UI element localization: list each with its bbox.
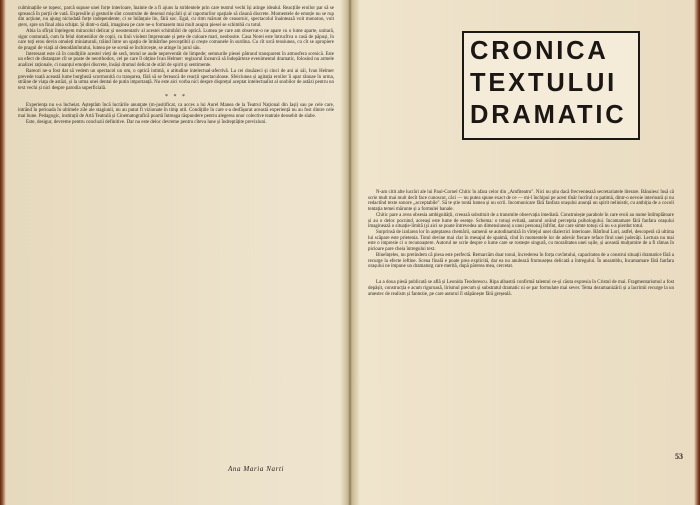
left-paragraph-3: Interesant este că în condițiile acestei vieți de seră, textul se aude nepreventăt de limpede; semnurile piesei pătrund transparent în atmosfera scenică. Este un efect de distanțare cît se poate de neorthodox, cel pe care îl obține Ivan Helmer: regizorul încearcă să îndepărteze evenimentul dramatic, folosind nu armele analizei raționale, ci nuanțul emoției discrete, însăși drumul delicat de stări de spirit și sentimente. <box>18 51 334 69</box>
right-page-column <box>368 190 674 297</box>
left-paragraph-6: Este, desigur, devreme pentru concluzii definitive. Dar nu este deloc devreme pentru cîteva lune și îndreptățite previziuni. <box>26 119 267 125</box>
section-title-box <box>462 31 640 140</box>
author-signature: Ana Maria Narti <box>228 465 285 473</box>
title-line-2: TEXTULUI <box>470 69 618 97</box>
left-paragraph-2: Abia la sfîrșit înțelegem miracolul delicat și neostentativ al acestei schimbări de optică. Lumea pe care am observat-o ne apare cu o lume aparte, unitară, sigur conturată, cum în felul domeniilor de copii, cu linii violent împreunate și pete de culoare mari, neobosite. Casa Norei este întrucîtva o casă de păpuși, în care toți erou devin omuleți miniaturali, trăind între un spațiu de îmbătrîne perceptibil și crește comunele în surdina. Cu cît urcă tensiunea, cu cît se apropiere de pragul de viață al denodămîntului, lumea pe se scenă se închircește, se atinge în jurul său. <box>18 28 334 52</box>
right-final-paragraph: La a doua piesă publicată se află și Leonida Teodorescu. Ripa albastră confirmă talentul ce-și căuta expresia în Cristul de mai. Fragmentarismul a fost depășit, construcția e acum riguroasă, lirismul precum și substratul dramatic ni se par formulate mai sever. Tema dezumanizării și a lacrimii recurge la un amestec de realism și fantezie, pe care autorul îl stăpânește fără greșeală. <box>368 280 674 297</box>
left-paragraph-5: Experiența nu s-a încheiat. Așteptăm încă lucrările anunțate (m-jusitificat, ca acces a lui Aurel Manea de la Teatrul Național din Iași) sau pe cele care, intrând în perioada în ultimele zile ale stagiunii, nu au putut fi vizionate în timp util. Condițiile în care s-a desfășurat această experiență nu au fost dintre cele mai bune. Pedagogic, instituții de Artă Teatrală și Cinematografică poartă întreaga răspundere pentru alegerea unor colective teatrale deosebit de slabe. <box>18 102 334 119</box>
left-paragraph-1: culminațiile se topesc, parcă supuse unei forțe interioare, înainte de a fi ajuns la stridentele prin care teatrul vechi își atinge idealul. Reacțiile eroilor par să se sprească în porții de vată. Expresiile și gesturile sînt construite de desenul mișcării și al raporturilor spațiale să răsună discrete. Momentele de emoție nu se rup din acțiune, nu ajung niciodată forțe independente, ci se înlănțuie lin, fără soc. Egal, cu ritm mărunt de ceasornic, spectacolul înaintează voit monoton, voit șters, spre un final abia schițat. Și dintr-o dată, imaginea pe care ne-o formasem mai mult asupra piesei se schimbă cu totul. <box>18 6 334 29</box>
left-page-column <box>18 6 334 125</box>
left-separator: * * * <box>165 93 187 100</box>
right-paragraph-4: Bineînțeles, nu pretindem că piesa este perfectă. Remarcăm doar tonul, încrederea în forța cuvîntului, capacitatea de a construi situații dramatice fără a recurge la efecte ieftine. Scena finală e poate prea explicită, dar ea nu anulează frumusețea delicată a întregului. În ansamblu, Incamamare fără fanfara orașului ne impune un dramaturg care merită, după părerea mea, cercetat. <box>368 252 674 270</box>
title-line-3: DRAMATIC <box>470 101 627 129</box>
right-paragraph-2: Chitic pare a avea obsesia ambiguității, creează substituit de a transmite observația imediată. Construiește parabole în care eroii au nume întîmplătoare și au o deloc pocnind, aceeași este lume de esențe. Schema: o totuși evitată, autorul având perceptia psihologului. Incamamare fără fanfara orașului imaginează o situație-limită (și aici se poate întrevedea un dimensiunea) a unui personaj înfrînt, dar care simte totuși că nu s-a pierdut totul. <box>368 212 674 230</box>
page-number: 53 <box>675 452 683 461</box>
left-paragraph-4: Rareori ne-a fost dat să vedem un spectacol un om, o optică intimă, o atitudine intelectual-afectivă. La cei douăzeci și cinci de ani ai săi, Ivan Helmer prevede toată această lume burgheză scormonită cu tranșarea, fără să se ferească de reacții spectaculoase. Sfeiciunea și agitația eroilor îi apar rănnae în urma, străine de viața de astăzi, și la urma unei dentai de putin importanță. Nu este aici vorba nici despre disprețul aceptat intelectualist al snobilor de astăzi pentru un text vechi și nici despre parodia superficială. <box>18 68 334 92</box>
title-line-1: CRONICA <box>470 37 609 65</box>
right-paragraph-3: Surprinsă de izolarea lor în așteptarea chemării, oamenii se autodinamiză în vîrtejul unei dialectici interioare. Bătrînul Lori, astfel, descoperă că ultima lui scăpare este prietenia. Totul devine mai clar în mesajul de spaimă, cînd în momentele lor de adevăr fiecare reface firul unei judecăți. Lectura nu mai este o impresie ci o recunoaștere. Autorul ne scrie despre o lume care se rostește singură, cu moralitatea unei ușile, și această mulțumire de a fi rămas în picioare pare cheia întregului text. <box>368 230 674 253</box>
right-paragraph-1: N-am citit alte lucrări ale lui Paul-Cornel Chitic în afara celor din „Amfiteatru". Nici nu știu dacă frecventează secretariatele literare. Bănuiesc însă că scrie mult mai mult decît face cunoscut, căci — nu putea spune exact de ce — mi-l închipui pe acest tînăr lucrînd cu patimă, dintr-o nevoie interioară și nu redactînd texte sonore „acceptabile". Să te știe tontă lumea și nu scrii. Incomunicare fără fanfara orașului anunță un spirit nelinistit, cu ambiția de a cocoli tentația temei mărunte și a formulei banale. <box>368 190 674 213</box>
